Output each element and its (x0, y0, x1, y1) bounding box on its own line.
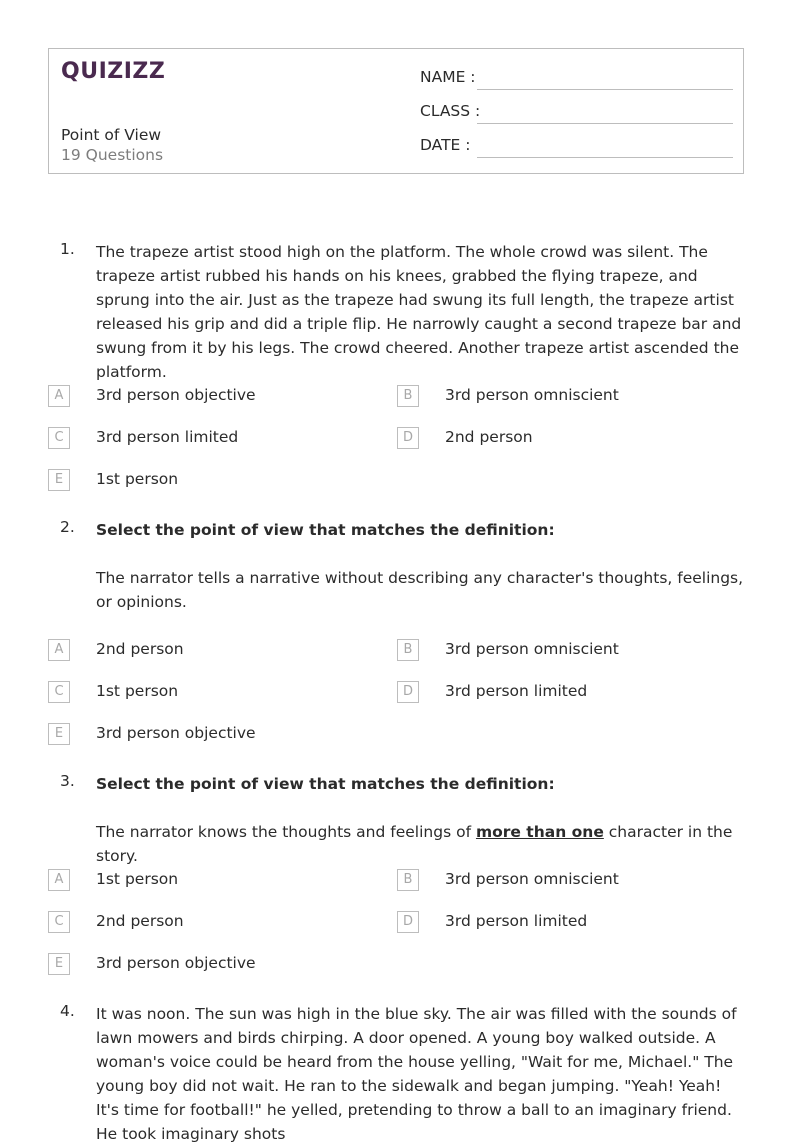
date-label: DATE : (420, 136, 471, 154)
option-text: 3rd person limited (96, 428, 239, 446)
option-text: 1st person (96, 870, 179, 888)
option-text: 3rd person objective (96, 386, 256, 404)
option-letter-box[interactable]: B (397, 639, 419, 661)
option-letter-box[interactable]: D (397, 911, 419, 933)
option-letter-box[interactable]: B (397, 385, 419, 407)
date-line[interactable] (477, 157, 733, 158)
name-field[interactable] (420, 66, 733, 90)
question-text-start: The narrator knows the thoughts and feelings of (96, 823, 476, 841)
option-text: 2nd person (96, 640, 184, 658)
question-number: 4. (60, 1002, 75, 1020)
option-letter-box[interactable]: A (48, 385, 70, 407)
option-letter-box[interactable]: E (48, 469, 70, 491)
question-number: 1. (60, 240, 75, 258)
option-letter-box[interactable]: E (48, 953, 70, 975)
worksheet-header (48, 48, 744, 174)
question-number: 3. (60, 772, 75, 790)
question-text (96, 820, 748, 868)
class-line[interactable] (477, 123, 733, 124)
option-text: 3rd person omniscient (445, 640, 619, 658)
option-text: 1st person (96, 470, 179, 488)
worksheet-title: Point of View (61, 126, 162, 144)
option-text: 3rd person limited (445, 912, 588, 930)
class-label: CLASS : (420, 102, 481, 120)
option-text: 1st person (96, 682, 179, 700)
option-text: 2nd person (96, 912, 184, 930)
option-letter-box[interactable]: E (48, 723, 70, 745)
question-text-emphasis: more than one (475, 823, 604, 841)
option-text: 3rd person omniscient (445, 386, 619, 404)
question-prompt: Select the point of view that matches the definition: (96, 775, 555, 793)
question-text-end: character in the story. (96, 823, 733, 865)
option-letter-box[interactable]: C (48, 911, 70, 933)
name-line[interactable] (477, 89, 733, 90)
option-text: 3rd person limited (445, 682, 588, 700)
name-label: NAME : (420, 68, 476, 86)
option-letter-box[interactable]: B (397, 869, 419, 891)
option-letter-box[interactable]: D (397, 681, 419, 703)
option-text: 3rd person objective (96, 724, 256, 742)
class-field[interactable] (420, 100, 733, 124)
question-count: 19 Questions (61, 146, 164, 164)
option-text: 3rd person omniscient (445, 870, 619, 888)
option-letter-box[interactable]: C (48, 681, 70, 703)
question-prompt: Select the point of view that matches the definition: (96, 521, 555, 539)
question-text: It was noon. The sun was high in the blue sky. The air was filled with the sounds of lawn mowers and birds chirping. A door opened. A young boy walked outside. A woman's voice could be heard from the house yelling, "Wait for me, Michael." The young boy did not wait. He ran to the sidewalk and began jumping. "Yeah! Yeah! It's time for football!" he yelled, pretending to throw a ball to an imaginary friend. He took imaginary shots (96, 1005, 737, 1143)
option-letter-box[interactable]: D (397, 427, 419, 449)
quizizz-logo: QUIZIZZ (61, 59, 166, 84)
option-letter-box[interactable]: A (48, 869, 70, 891)
option-letter-box[interactable]: C (48, 427, 70, 449)
option-text: 3rd person objective (96, 954, 256, 972)
date-field[interactable] (420, 134, 733, 158)
question-number: 2. (60, 518, 75, 536)
option-text: 2nd person (445, 428, 533, 446)
question-text: The trapeze artist stood high on the platform. The whole crowd was silent. The trapeze artist rubbed his hands on his knees, grabbed the flying trapeze, and sprung into the air. Just as the trapeze had swung its full length, the trapeze artist released his grip and did a triple flip. He narrowly caught a second trapeze bar and swung from it by his legs. The crowd cheered. Another trapeze artist ascended the platform. (96, 243, 742, 381)
question-text: The narrator tells a narrative without describing any character's thoughts, feelings, or opinions. (96, 569, 744, 611)
option-letter-box[interactable]: A (48, 639, 70, 661)
